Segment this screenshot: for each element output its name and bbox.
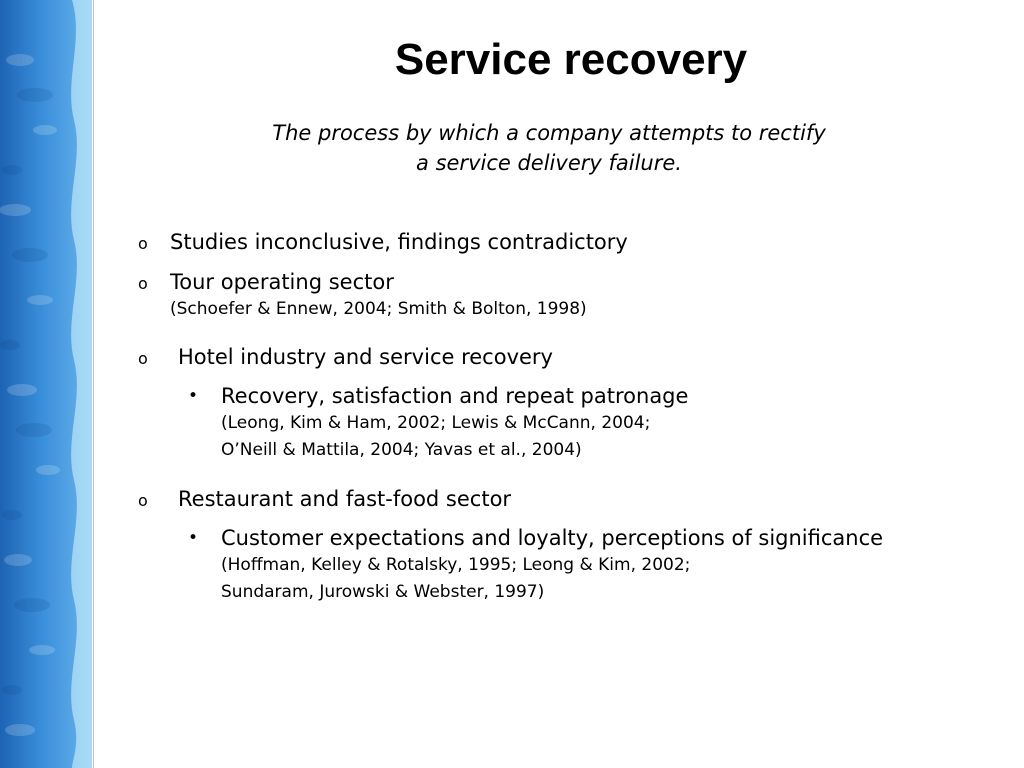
- bullet-text: Hotel industry and service recovery: [178, 345, 553, 369]
- bullet-marker: o: [138, 274, 148, 293]
- bullet-text: Restaurant and fast-food sector: [178, 487, 512, 511]
- bullet-item: [0, 343, 553, 371]
- sub-bullet-citation: O’Neill & Mattila, 2004; Yavas et al., 2004): [221, 440, 582, 460]
- sub-bullet-marker: •: [188, 528, 199, 548]
- sub-bullet-item: [0, 382, 688, 464]
- bullet-citation: (Schoefer & Ennew, 2004; Smith & Bolton, 1998): [170, 299, 587, 319]
- sub-bullet-citation: (Hoffman, Kelley & Rotalsky, 1995; Leong & Kim, 2002;: [221, 555, 691, 575]
- sub-bullet-citation: (Leong, Kim & Ham, 2002; Lewis & McCann, 2004;: [221, 413, 651, 433]
- sub-bullet-marker: •: [188, 386, 199, 406]
- bullet-text: Studies inconclusive, findings contradictory: [170, 230, 628, 254]
- bullet-text: Tour operating sector: [170, 270, 394, 294]
- bullet-item: [0, 268, 587, 323]
- subtitle-line-2: a service delivery failure.: [416, 151, 682, 175]
- bullet-marker: o: [138, 349, 148, 368]
- bullet-item: [0, 485, 511, 513]
- sub-bullet-text: Recovery, satisfaction and repeat patronage: [221, 384, 689, 408]
- bullet-item: [0, 228, 628, 256]
- sub-bullet-item: [0, 524, 883, 606]
- sub-bullet-citation: Sundaram, Jurowski & Webster, 1997): [221, 582, 545, 602]
- slide-title: Service recovery: [394, 35, 748, 84]
- subtitle-line-1: The process by which a company attempts to rectify: [272, 121, 826, 145]
- sub-bullet-text: Customer expectations and loyalty, perceptions of significance: [221, 526, 884, 550]
- bullet-marker: o: [138, 491, 148, 510]
- bullet-marker: o: [138, 234, 148, 253]
